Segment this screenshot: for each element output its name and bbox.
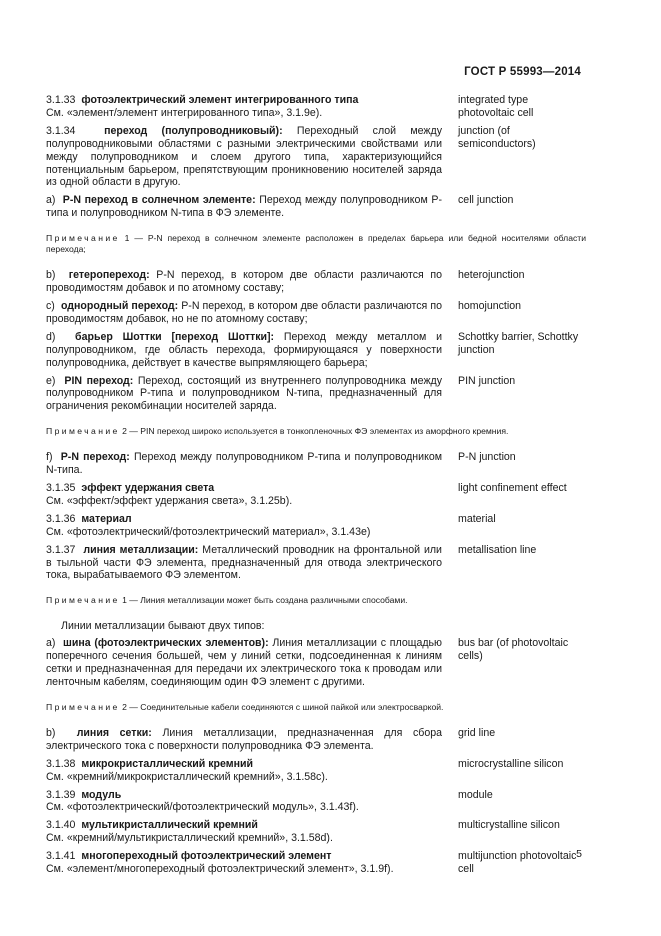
term-title: мультикристаллический кремний [81,819,258,832]
terms-page [46,94,586,881]
note [46,426,586,437]
english-equivalent: multicrystalline silicon [458,819,560,832]
subterm-entry [46,451,586,477]
term-title: модуль [81,788,122,801]
intro-types-line: Линии металлизации бывают двух типов: [61,620,265,633]
term-number: 3.1.34 [46,124,76,137]
subterm-letter: d) [46,330,56,343]
english-equivalent: cell junction [458,194,514,207]
term-number: 3.1.33 [46,94,76,106]
term-entry-3-1-34 [46,125,586,190]
english-equivalent: P-N junction [458,451,516,464]
english-equivalent: bus bar (of photovoltaic cells) [458,637,569,663]
english-equivalent: homojunction [458,299,522,312]
term-number: 3.1.35 [46,482,76,495]
english-equivalent: light confinement effect [458,482,567,495]
english-equivalent: junction (of semiconductors) [458,124,536,150]
term-title: линия сетки: [76,726,152,739]
subterm-letter: е) [46,374,56,387]
english-equivalent: heterojunction [458,269,525,282]
term-title: многопереходный фотоэлектрический элемент [81,850,332,863]
term-entry-3-1-38 [46,758,586,784]
term-title: P-N переход в солнечном элементе: [62,194,256,207]
term-number: 3.1.40 [46,819,76,832]
term-title: материал [81,512,132,525]
term-definition: Переход между полупроводником Р-типа и полупроводником N-типа в ФЭ элементе. [46,194,442,220]
term-definition: Линия металлизации, предназначенная для сбора электрического тока с поверхности полупроводника ФЭ элемента. [46,726,443,752]
english-equivalent: grid line [458,726,496,739]
term-title: микрокристаллический кремний [81,757,254,770]
subterm-entry [46,300,586,326]
term-entry-3-1-40 [46,819,586,845]
term-number: 3.1.36 [46,512,76,525]
subterm-entry [46,727,586,753]
term-definition: Переход между полупроводником Р-типа и полупроводником N-типа. [46,451,442,477]
english-equivalent: module [458,788,493,801]
english-equivalent: material [458,512,496,525]
english-equivalent: Schottky barrier, Schottky junction [458,330,579,356]
subterm-letter: b) [46,726,56,739]
term-number: 3.1.41 [46,850,76,863]
page-number: 5 [576,848,582,860]
term-reference: См. «элемент/многопереходный фотоэлектрический элемент», 3.1.9f). [46,863,394,876]
term-definition: P-N переход, в котором две области различаются по проводимостям добавок, но не по атомному составу; [46,299,442,325]
term-reference: См. «кремний/микрокристаллический кремний», 3.1.58с). [46,770,328,783]
subterm-letter: а) [46,637,56,650]
term-reference: См. «фотоэлектрический/фотоэлектрический модуль», 3.1.43f). [46,801,359,814]
term-entry-3-1-35 [46,482,586,508]
note-text: 2 — PIN переход широко используется в тонкопленочных ФЭ элементах из аморфного кремния. [122,426,509,437]
term-entry-3-1-37 [46,544,586,583]
note [46,233,586,255]
term-title: P-N переход: [60,451,130,464]
subterm-letter: с) [46,299,55,312]
term-title: эффект удержания света [81,482,215,495]
english-equivalent: microcrystalline silicon [458,757,564,770]
note-label: Примечание [46,233,120,244]
term-definition: Переходный слой между полупроводниковыми областями с разными электрическими свойствами или между полупроводником и слоем другого типа, характеризующийся потенциальным барьером, препятствующим проникновению носителей заряда из одной области в другую. [46,124,442,189]
term-title: барьер Шоттки [переход Шоттки]: [75,330,275,343]
term-definition: Металлический проводник на фронтальной или в тыльной части ФЭ элемента, предназначенный для отвода электрического тока, вырабатываемого ФЭ элементом. [46,543,442,582]
term-title: PIN переход: [64,374,134,387]
subterm-entry [46,269,586,295]
term-definition: Линия металлизации с площадью поперечного сечения большей, чем у линий сетки, подсоединенная к линиям сетки и предназначенная для передачи их электрического тока к проводам или ленточным кабелям, соединяющим один ФЭ элемент с другими. [46,637,442,688]
term-number: 3.1.37 [46,543,76,556]
term-number: 3.1.39 [46,788,76,801]
term-reference: См. «фотоэлектрический/фотоэлектрический материал», 3.1.43е) [46,525,371,538]
term-reference: См. «кремний/мультикристаллический кремний», 3.1.58d). [46,832,333,845]
english-equivalent: PIN junction [458,374,516,387]
english-equivalent: metallisation line [458,543,537,556]
note-label: Примечание [46,701,120,712]
subterm-entry [46,637,586,689]
subterm-entry [46,375,586,414]
term-title: переход (полупроводниковый): [104,124,283,137]
english-equivalent: integrated type photovoltaic cell [458,94,534,119]
term-entry-3-1-41 [46,850,586,876]
term-definition: Переход между металлом и полупроводником, где область перехода, формирующаяся у поверхности полупроводника, действует в качестве выпрямляющего барьера; [46,330,443,369]
term-reference: См. «элемент/элемент интегрированного типа», 3.1.9е). [46,106,323,119]
subterm-entry [46,331,586,370]
term-title: линия металлизации: [83,543,199,556]
note-text: 1 — P-N переход в солнечном элементе расположен в пределах барьера или бедной носителями области перехода; [46,233,587,255]
term-title: шина (фотоэлектрических элементов): [62,637,269,650]
term-definition: Переход, состоящий из внутреннего полупроводника между полупроводником Р-типа и полупроводником N-типа, предназначенный для ограничения рекомбинации носителей заряда. [46,374,443,413]
term-title: однородный переход: [60,299,179,312]
note-label: Примечание [46,595,120,606]
standard-header: ГОСТ Р 55993—2014 [464,66,581,78]
note [46,595,586,606]
subterm-letter: b) [46,269,56,282]
term-entry-3-1-39 [46,789,586,815]
term-title: фотоэлектрический элемент интегрированного типа [81,94,359,106]
term-definition: P-N переход, в котором две области различаются по проводимостям добавок и по атомному составу; [46,269,442,295]
subterm-letter: f) [46,451,53,464]
note [46,702,586,713]
term-reference: См. «эффект/эффект удержания света», 3.1.25b). [46,494,293,507]
note-text: 1 — Линия металлизации может быть создана различными способами. [122,595,408,606]
note-text: 2 — Соединительные кабели соединяются с шиной пайкой или электросваркой. [122,701,444,712]
term-number: 3.1.38 [46,757,76,770]
subterm-entry [46,194,586,220]
english-equivalent: multijunction photovoltaic cell [458,850,577,876]
subterm-letter: а) [46,194,56,207]
term-entry-3-1-36 [46,513,586,539]
term-entry-3-1-33 [46,94,586,120]
term-title: гетеропереход: [68,269,150,282]
note-label: Примечание [46,426,120,437]
